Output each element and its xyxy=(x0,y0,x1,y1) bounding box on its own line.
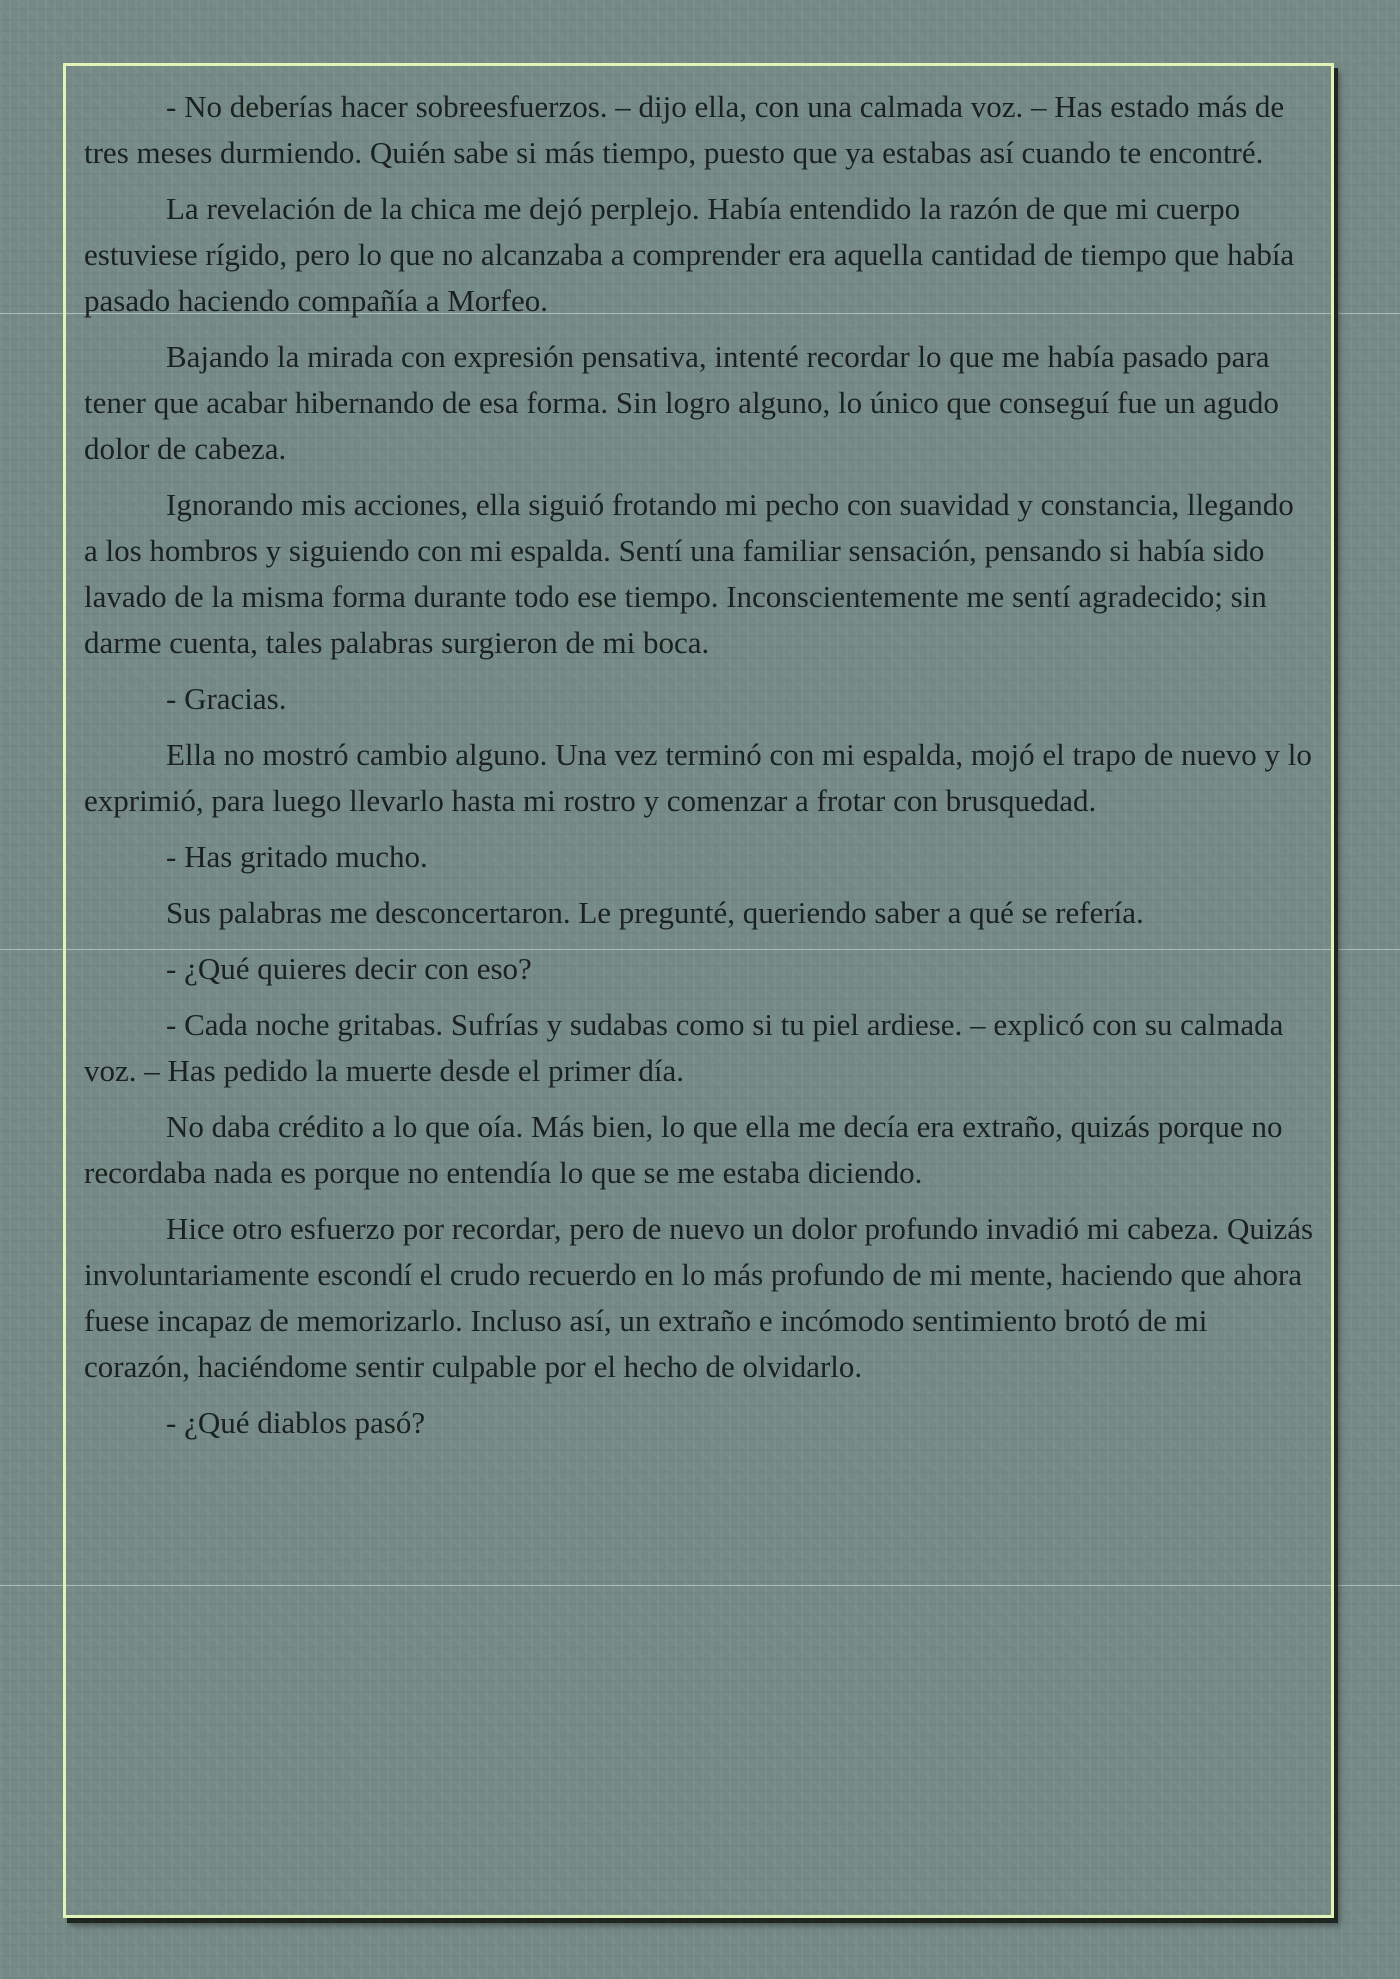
dialogue-line: - Has gritado mucho. xyxy=(166,839,428,874)
paragraph: Ignorando mis acciones, ella siguió frotando mi pecho con suavidad y constancia, llegando a los hombros y siguiendo con mi espalda. Sentí una familiar sensación, pensando si había sido lavado de la misma forma durante todo ese tiempo. Inconscientemente me sentí agradecido; sin darme cuenta, tales palabras surgieron de mi boca. xyxy=(84,487,1294,660)
paragraph: Ella no mostró cambio alguno. Una vez terminó con mi espalda, mojó el trapo de nuevo y lo exprimió, para luego llevarlo hasta mi rostro y comenzar a frotar con brusquedad. xyxy=(84,737,1312,818)
dialogue-line: - ¿Qué diablos pasó? xyxy=(166,1405,426,1440)
paragraph: Hice otro esfuerzo por recordar, pero de nuevo un dolor profundo invadió mi cabeza. Quizás involuntariamente escondí el crudo recuerdo en lo más profundo de mi mente, haciendo que ahora fuese incapaz de memorizarlo. Incluso así, un extraño e incómodo sentimiento brotó de mi corazón, haciéndome sentir culpable por el hecho de olvidarlo. xyxy=(84,1211,1314,1384)
dialogue-line: - Cada noche gritabas. Sufrías y sudabas como si tu piel ardiese. – explicó con su calmada voz. – Has pedido la muerte desde el primer día. xyxy=(84,1007,1284,1088)
paragraph: La revelación de la chica me dejó perplejo. Había entendido la razón de que mi cuerpo estuviese rígido, pero lo que no alcanzaba a comprender era aquella cantidad de tiempo que había pasado haciendo compañía a Morfeo. xyxy=(84,191,1295,318)
paragraph: Bajando la mirada con expresión pensativa, intenté recordar lo que me había pasado para tener que acabar hibernando de esa forma. Sin logro alguno, lo único que conseguí fue un agudo dolor de cabeza. xyxy=(84,339,1279,466)
paragraph: - No deberías hacer sobreesfuerzos. – dijo ella, con una calmada voz. – Has estado más de tres meses durmiendo. Quién sabe si más tiempo, puesto que ya estabas así cuando te encontré. xyxy=(84,89,1285,170)
text-body xyxy=(84,84,1314,1456)
paragraph: No daba crédito a lo que oía. Más bien, lo que ella me decía era extraño, quizás porque no recordaba nada es porque no entendía lo que se me estaba diciendo. xyxy=(84,1109,1283,1190)
dialogue-line: - ¿Qué quieres decir con eso? xyxy=(166,951,532,986)
paragraph: Sus palabras me desconcertaron. Le pregunté, queriendo saber a qué se refería. xyxy=(166,895,1144,930)
dialogue-line: - Gracias. xyxy=(166,681,287,716)
